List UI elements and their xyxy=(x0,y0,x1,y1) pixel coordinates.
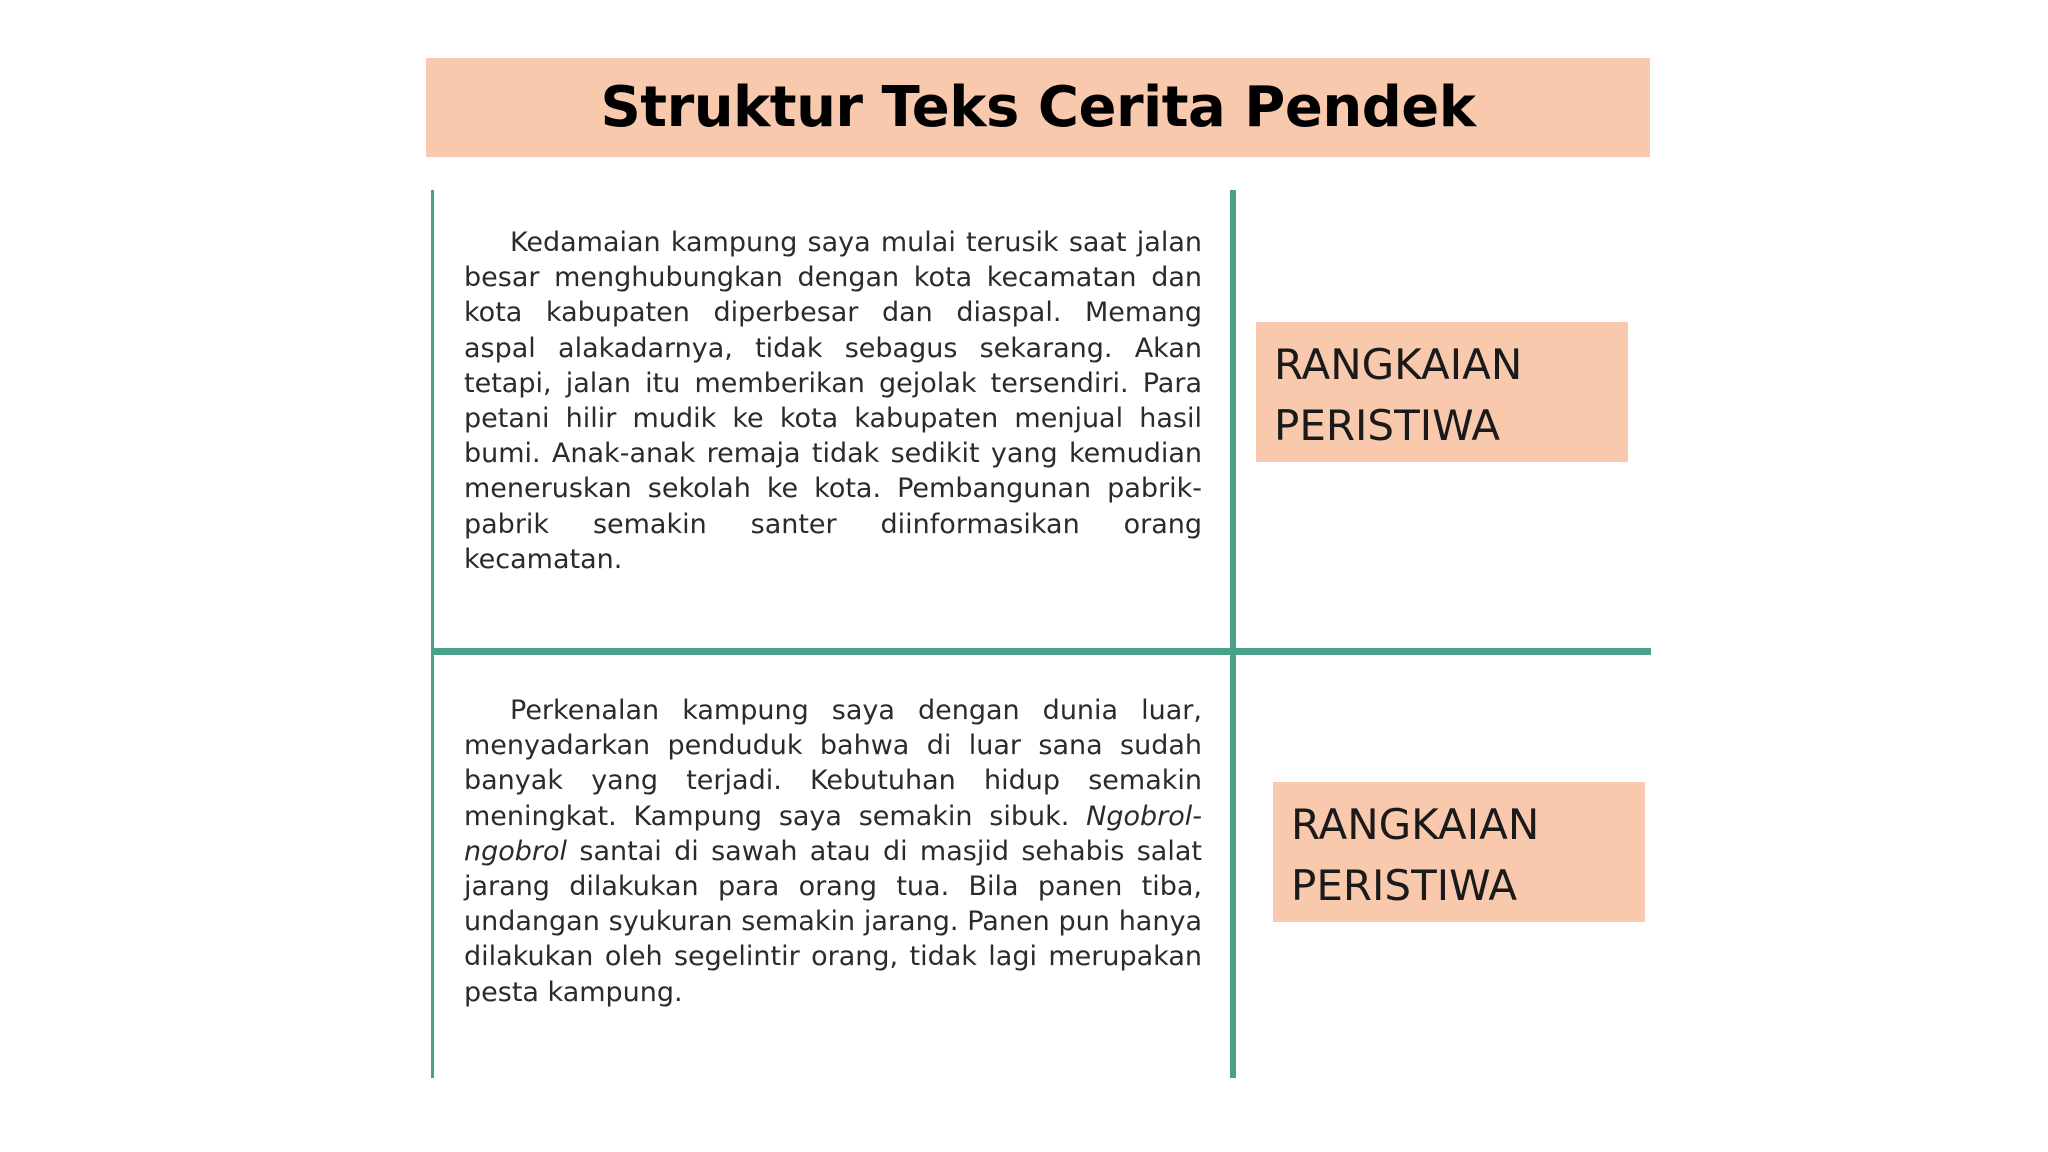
table-left-border xyxy=(431,190,434,1078)
structure-label-2 xyxy=(1273,782,1645,922)
structure-label-1-line-1: RANGKAIAN xyxy=(1274,340,1523,389)
structure-label-1 xyxy=(1256,322,1628,462)
story-passage-2-italic: Ngobrol-ngobrol xyxy=(464,800,1202,867)
story-passage-2-text-b: santai di sawah atau di masjid sehabis salat jarang dilakukan para orang tua. Bila panen tiba, undangan syukuran semakin jarang. Panen pun hanya dilakukan oleh segelintir orang, tidak lagi merupakan pesta kampung. xyxy=(464,835,1202,1008)
table-row-divider xyxy=(431,648,1651,655)
story-passage-2-text-a: Perkenalan kampung saya dengan dunia luar, menyadarkan penduduk bahwa di luar sana sudah banyak yang terjadi. Kebutuhan hidup semakin meningkat. Kampung saya semakin sibuk. xyxy=(464,695,1202,832)
story-passage-1: Kedamaian kampung saya mulai terusik saat jalan besar menghubungkan dengan kota kecamatan dan kota kabupaten diperbesar dan diaspal. Memang aspal alakadarnya, tidak sebagus sekarang. Akan tetapi, jalan itu memberikan gejolak tersendiri. Para petani hilir mudik ke kota kabupaten menjual hasil bumi. Anak-anak remaja tidak sedikit yang kemudian meneruskan sekolah ke kota. Pembangunan pabrik-pabrik semakin santer diinformasikan orang kecamatan. xyxy=(464,227,1202,575)
structure-label-2-line-2: PERISTIWA xyxy=(1291,861,1518,910)
story-passage-2 xyxy=(464,693,1202,1010)
structure-label-1-line-2: PERISTIWA xyxy=(1274,401,1501,450)
structure-label-2-line-1: RANGKAIAN xyxy=(1291,800,1540,849)
slide-title: Struktur Teks Cerita Pendek xyxy=(600,75,1476,140)
table-column-divider xyxy=(1230,190,1236,1078)
title-banner xyxy=(426,58,1650,157)
